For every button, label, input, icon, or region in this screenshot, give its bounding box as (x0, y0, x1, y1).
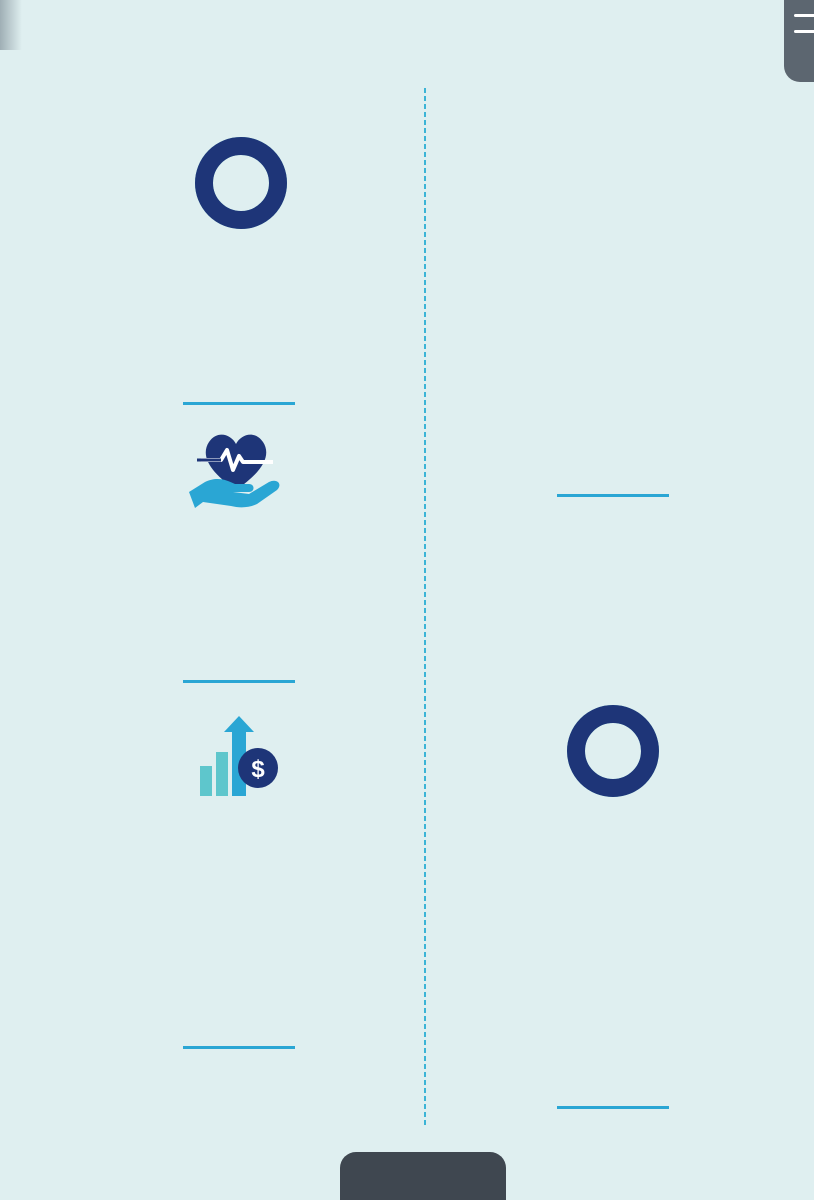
donut-chart-15 (194, 136, 288, 230)
separator-rule (183, 402, 295, 405)
svg-text:$: $ (251, 756, 265, 783)
menu-button[interactable] (784, 0, 814, 82)
donut-value-arc (204, 146, 278, 220)
separator-rule (183, 1046, 295, 1049)
column-divider (424, 88, 426, 1128)
people-group-icon (562, 130, 662, 212)
money-growth-icon (196, 716, 282, 798)
heart-hand-icon (187, 428, 285, 510)
donut-chart-50 (566, 704, 660, 798)
donut-value-arc (576, 714, 650, 788)
separator-rule (557, 1106, 669, 1109)
page-indicator (340, 1152, 506, 1200)
separator-rule (557, 494, 669, 497)
separator-rule (183, 680, 295, 683)
page-edge-shadow (0, 0, 22, 50)
menu-icon (794, 14, 814, 17)
